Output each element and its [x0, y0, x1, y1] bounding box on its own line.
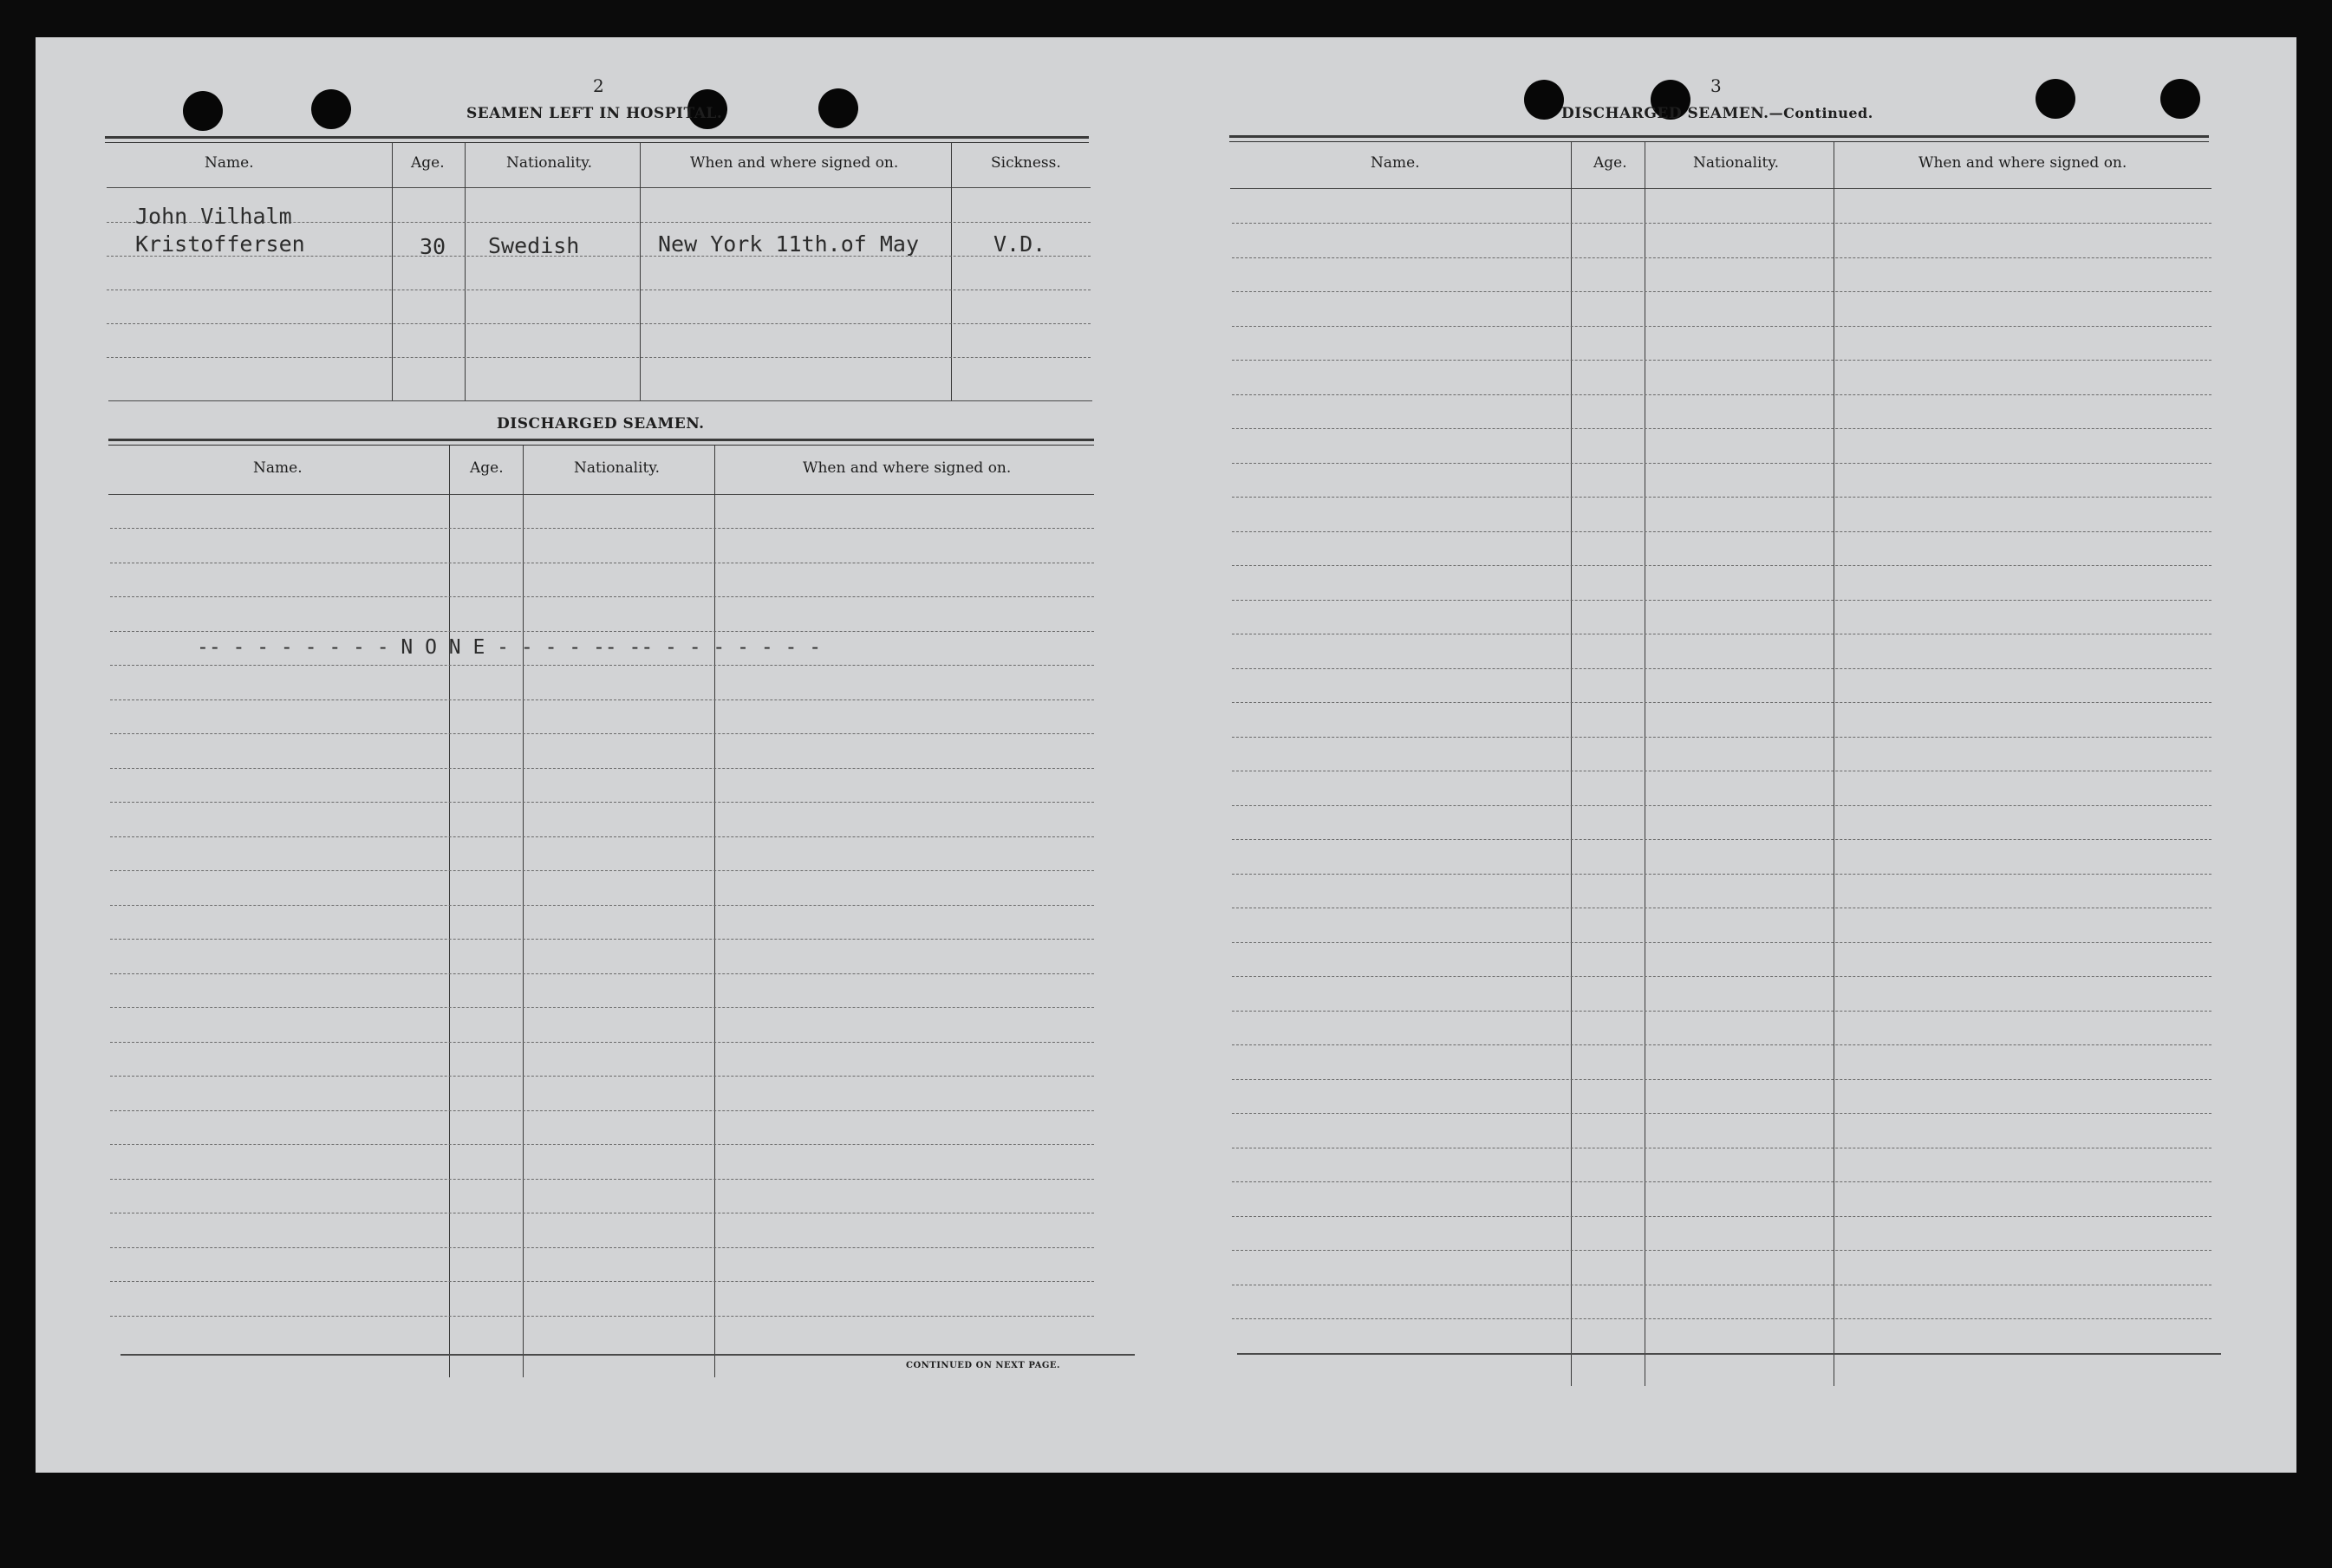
column-header-name: Name. — [205, 154, 254, 172]
discharged-section-title: DISCHARGED SEAMEN. — [497, 415, 705, 433]
ruled-line — [1232, 839, 2211, 840]
right-page — [36, 37, 2296, 1473]
entry-name-line1: John Vilhalm — [135, 204, 292, 229]
column-header-signed-on: When and where signed on. — [1918, 154, 2127, 172]
column-header-nationality: Nationality. — [506, 154, 593, 172]
discharged-continued-title — [1561, 105, 1873, 122]
ruled-line — [1232, 1011, 2211, 1012]
ruled-line — [1232, 600, 2211, 601]
entry-nationality: Swedish — [488, 233, 580, 258]
ruled-line — [1232, 531, 2211, 532]
page-number: 3 — [1710, 75, 1722, 96]
column-header-signed-on: When and where signed on. — [803, 459, 1012, 477]
ruled-line — [1232, 291, 2211, 292]
ruled-line — [1232, 565, 2211, 566]
none-entry: -- - - - - - - - N O N E - - - - -- -- - - - - - - - — [197, 636, 822, 659]
ruled-line — [1232, 326, 2211, 327]
ruled-line — [1232, 463, 2211, 464]
entry-sickness: V.D. — [993, 231, 1046, 257]
ruled-line — [1232, 1250, 2211, 1251]
ruled-line — [1232, 360, 2211, 361]
ruled-line — [1232, 1181, 2211, 1182]
ruled-line — [1232, 1079, 2211, 1080]
entry-name-line2: Kristoffersen — [135, 231, 305, 257]
ruled-line — [1232, 942, 2211, 943]
ruled-line — [1232, 702, 2211, 703]
record-sheet — [36, 37, 2296, 1473]
column-header-age: Age. — [411, 154, 445, 172]
title-text: DISCHARGED SEAMEN. — [1561, 105, 1769, 122]
ruled-line — [1232, 1044, 2211, 1045]
hospital-section-title: SEAMEN LEFT IN HOSPITAL. — [466, 105, 723, 122]
ruled-line — [1232, 394, 2211, 395]
ruled-line — [1232, 668, 2211, 669]
column-header-name: Name. — [1371, 154, 1420, 172]
ruled-line — [1232, 805, 2211, 806]
ruled-line — [1232, 1216, 2211, 1217]
ruled-line — [1232, 428, 2211, 429]
column-header-sickness: Sickness. — [991, 154, 1061, 172]
column-header-name: Name. — [253, 459, 303, 477]
ruled-line — [1232, 1113, 2211, 1114]
ruled-line — [1232, 1318, 2211, 1319]
entry-age: 30 — [420, 234, 446, 259]
column-header-age: Age. — [470, 459, 504, 477]
ruled-line — [1232, 497, 2211, 498]
page-number: 2 — [593, 75, 604, 96]
ruled-line — [1232, 976, 2211, 977]
title-suffix: —Continued. — [1769, 105, 1873, 121]
ruled-line — [1232, 223, 2211, 224]
column-header-signed-on: When and where signed on. — [690, 154, 899, 172]
continued-footer: CONTINUED ON NEXT PAGE. — [906, 1361, 1061, 1370]
column-header-nationality: Nationality. — [574, 459, 661, 477]
ruled-line — [1232, 257, 2211, 258]
ruled-line — [1232, 737, 2211, 738]
entry-signed-on: New York 11th.of May — [658, 231, 920, 257]
ruled-line — [1232, 874, 2211, 875]
column-header-age: Age. — [1593, 154, 1627, 172]
column-header-nationality: Nationality. — [1693, 154, 1780, 172]
